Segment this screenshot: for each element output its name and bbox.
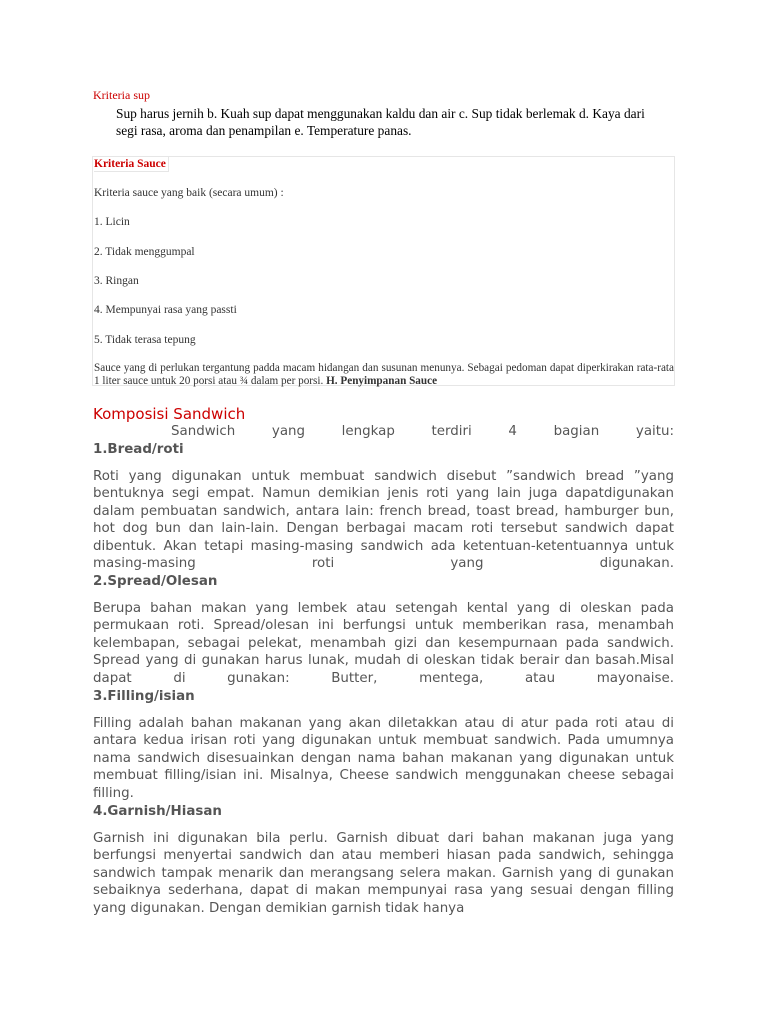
kriteria-sup-heading: Kriteria sup <box>93 88 150 102</box>
section-title-garnish: 4.Garnish/Hiasan <box>93 804 222 819</box>
sauce-criterion-item: 4. Mempunyai rasa yang passti <box>94 304 237 316</box>
section-text-garnish: Garnish ini digunakan bila perlu. Garnish dibuat dari bahan makanan juga yang berfungsi menyertai sandwich dan atau memberi hiasan pada sandwich, sehingga sandwich tampak menarik dan merangsang selera makan. Garnish yang di gunakan sebaiknya sederhana, dapat di makan mempunyai rasa yang sesuai dengan filling yang digunakan. Dengan demikian garnish tidak hanya <box>93 831 674 916</box>
komposisi-intro: Sandwich yang lengkap terdiri 4 bagian yaitu: <box>171 424 674 439</box>
sauce-note-text: Sauce yang di perlukan tergantung padda macam hidangan dan susunan menunya. Sebagai pedoman dapat diperkirakan rata-rata 1 liter sauce untuk 20 porsi atau ¾ dalam per porsi. <box>94 362 674 387</box>
section-text-filling: Filling adalah bahan makanan yang akan diletakkan atau di atur pada roti atau di antara kedua irisan roti yang digunakan untuk membuat sandwich. Pada umumnya nama sandwich disesuainkan dengan nama bahan makanan yang digunakan untuk membuat filling/isian ini. Misalnya, Cheese sandwich menggunakan cheese sebagai filling. <box>93 716 674 801</box>
sup-criteria-text: Sup harus jernih b. Kuah sup dapat menggunakan kaldu dan air c. Sup tidak berlemak d. Kaya dari segi rasa, aroma dan penampilan e. Temperature panas. <box>116 106 645 138</box>
section-title-spread: 2.Spread/Olesan <box>93 574 218 589</box>
sauce-criterion-item: 3. Ringan <box>94 275 139 287</box>
section-title-filling: 3.Filling/isian <box>93 689 195 704</box>
section-text-bread: Roti yang digunakan untuk membuat sandwich disebut ”sandwich bread ”yang bentuknya segi empat. Namun demikian jenis roti yang lain juga dapatdigunakan dalam pembuatan sandwich, antara lain: french bread, toast bread, hamburger bun, hot dog bun dan lain-lain. Dengan berbagai macam roti tersebut sandwich dapat dibentuk. Akan tetapi masing-masing sandwich ada ketentuan-ketentuannya untuk masing-masing roti yang digunakan. <box>93 469 674 572</box>
sauce-criterion-item: 2. Tidak menggumpal <box>94 246 195 258</box>
kriteria-sauce-box <box>92 156 675 386</box>
section-text-spread: Berupa bahan makan yang lembek atau setengah kental yang di oleskan pada permukaan roti. Spread/olesan ini berfungsi untuk memberikan rasa, menambah kelembapan, sebagai pelekat, menambah gizi dan kesempurnaan pada sandwich. Spread yang di gunakan harus lunak, mudah di oleskan tidak berair dan basah.Misal dapat di gunakan: Butter, mentega, atau mayonaise. <box>93 601 674 686</box>
komposisi-sandwich-heading: Komposisi Sandwich <box>93 405 246 423</box>
sauce-criterion-item: 1. Licin <box>94 216 130 228</box>
sauce-note <box>94 362 674 388</box>
kriteria-sauce-title: Kriteria Sauce <box>94 157 169 172</box>
section-title-bread: 1.Bread/roti <box>93 442 184 457</box>
kriteria-sauce-intro: Kriteria sauce yang baik (secara umum) : <box>94 187 284 199</box>
sauce-criterion-item: 5. Tidak terasa tepung <box>94 334 196 346</box>
sauce-note-bold: H. Penyimpanan Sauce <box>326 375 438 387</box>
